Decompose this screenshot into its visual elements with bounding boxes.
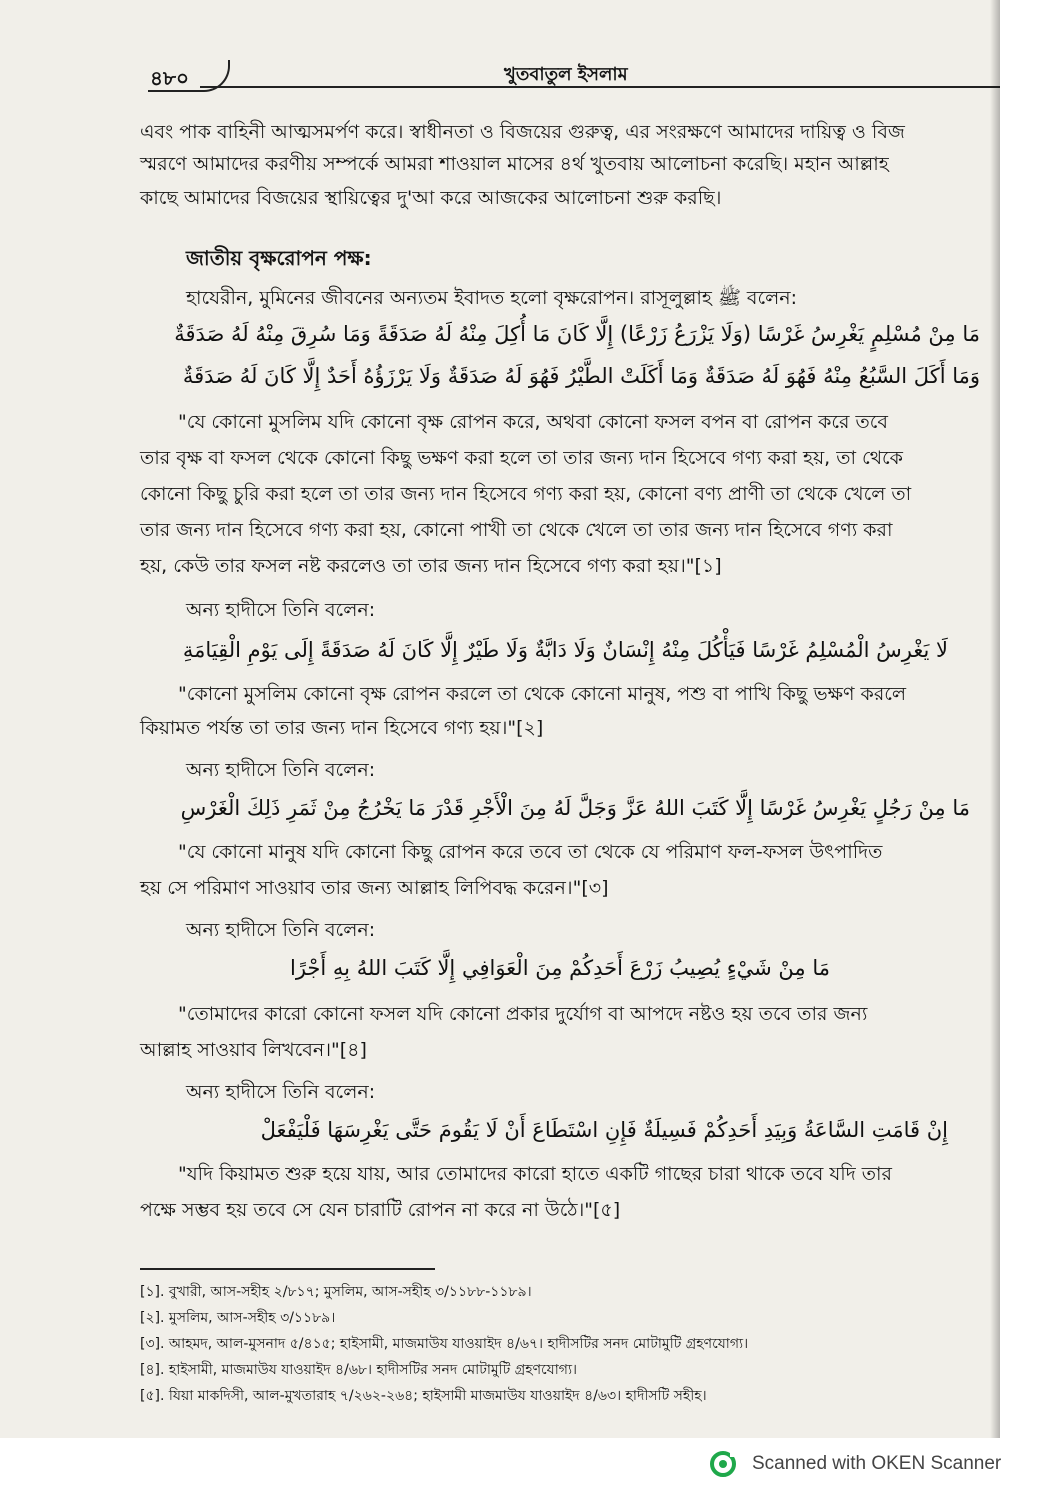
hadith-4-arabic: مَا مِنْ شَيْءٍ يُصِيبُ زَرْعَ أَحَدِكُمْ مِنَ الْعَوَافِي إِلَّا كَتَبَ اللهُ بِهِ أَجْرًا [290,956,830,980]
footnote: [২]. মুসলিম, আস-সহীহ ৩/১১৮৯। [140,1310,336,1326]
hadith-2-intro: অন্য হাদীসে তিনি বলেন: [186,599,376,621]
scanner-label: Scanned with OKEN Scanner [752,1453,1002,1474]
hadith-4-translation-line: আল্লাহ সাওয়াব লিখবেন।"[৪] [140,1039,367,1061]
hadith-4-intro: অন্য হাদীসে তিনি বলেন: [186,919,376,941]
footnote-rule [140,1268,435,1270]
footnote: [১]. বুখারী, আস-সহীহ ২/৮১৭; মুসলিম, আস-সহীহ ৩/১১৮৮-১১৮৯। [140,1284,532,1300]
hadith-3-translation-line: "যে কোনো মানুষ যদি কোনো কিছু রোপন করে তবে তা থেকে যে পরিমাণ ফল-ফসল উৎপাদিত [178,841,883,863]
hadith-5-translation-line: পক্ষে সম্ভব হয় তবে সে যেন চারাটি রোপন না করে না উঠে।"[৫] [140,1199,621,1221]
scanner-watermark [708,1447,1001,1481]
page-edge-shadow [990,0,1000,1438]
footnote: [৪]. হাইসামী, মাজমাউয যাওয়াইদ ৪/৬৮। হাদীসটির সনদ মোটামুটি গ্রহণযোগ্য। [140,1362,578,1378]
hadith-1-translation-line: কোনো কিছু চুরি করা হলে তা তার জন্য দান হিসেবে গণ্য করা হয়, কোনো বণ্য প্রাণী তা থেকে খেলে তা [140,483,912,505]
hadith-1-arabic-line: مَا مِنْ مُسْلِمٍ يَغْرِسُ غَرْسًا (وَلَا يَزْرَعُ زَرْعًا) إِلَّا كَانَ مَا أُكِلَ مِنْهُ لَهُ صَدَقَةً وَمَا سُرِقَ مِنْهُ لَهُ صَدَقَةٌ [174,322,980,346]
page-number: ৪৮০ [150,66,189,90]
hadith-4-translation-line: "তোমাদের কারো কোনো ফসল যদি কোনো প্রকার দুর্যোগ বা আপদে নষ্টও হয় তবে তার জন্য [178,1003,868,1025]
hadith-5-arabic: إِنْ قَامَتِ السَّاعَةُ وَبِيَدِ أَحَدِكُمْ فَسِيلَةٌ فَإِنِ اسْتَطَاعَ أَنْ لَا يَقُومَ حَتَّى يَغْرِسَهَا فَلْيَفْعَلْ [260,1118,948,1142]
section-heading: জাতীয় বৃক্ষরোপন পক্ষ: [186,246,372,270]
hadith-2-translation-line: কিয়ামত পর্যন্ত তা তার জন্য দান হিসেবে গণ্য হয়।"[২] [140,717,544,739]
hadith-1-arabic-line: وَمَا أَكَلَ السَّبُعُ مِنْهُ فَهُوَ لَهُ صَدَقَةٌ وَمَا أَكَلَتْ الطَّيْرُ فَهُوَ لَهُ صَدَقَةٌ وَلَا يَرْزَؤُهُ أَحَدٌ إِلَّا كَانَ لَهُ صَدَقَةٌ [182,364,980,388]
footnote: [৩]. আহমদ, আল-মুসনাদ ৫/৪১৫; হাইসামী, মাজমাউয যাওয়াইদ ৪/৬৭। হাদীসটির সনদ মোটামুটি গ্রহণযোগ্য। [140,1336,749,1352]
hadith-3-intro: অন্য হাদীসে তিনি বলেন: [186,759,376,781]
intro-line: স্মরণে আমাদের করণীয় সম্পর্কে আমরা শাওয়াল মাসের ৪র্থ খুতবায় আলোচনা করেছি। মহান আল্লাহ [140,153,889,175]
oken-scanner-logo-icon [708,1449,738,1479]
intro-line: কাছে আমাদের বিজয়ের স্থায়িত্বের দু'আ করে আজকের আলোচনা শুরু করছি। [140,187,722,209]
hadith-2-arabic: لَا يَغْرِسُ الْمُسْلِمُ غَرْسًا فَيَأْكُلَ مِنْهُ إِنْسَانٌ وَلَا دَابَّةٌ وَلَا طَيْرٌ إِلَّا كَانَ لَهُ صَدَقَةً إِلَى يَوْمِ الْقِيَامَةِ [182,638,948,662]
running-title: খুতবাতুল ইসলাম [504,64,628,85]
section-lead: হাযেরীন, মুমিনের জীবনের অন্যতম ইবাদত হলো বৃক্ষরোপন। রাসূলুল্লাহ ﷺ বলেন: [186,287,798,309]
hadith-3-translation-line: হয় সে পরিমাণ সাওয়াব তার জন্য আল্লাহ লিপিবদ্ধ করেন।"[৩] [140,877,609,899]
hadith-1-translation-line: "যে কোনো মুসলিম যদি কোনো বৃক্ষ রোপন করে, অথবা কোনো ফসল বপন বা রোপন করে তবে [178,411,888,433]
hadith-2-translation-line: "কোনো মুসলিম কোনো বৃক্ষ রোপন করলে তা থেকে কোনো মানুষ, পশু বা পাখি কিছু ভক্ষণ করলে [178,683,907,705]
hadith-1-translation-line: হয়, কেউ তার ফসল নষ্ট করলেও তা তার জন্য দান হিসেবে গণ্য করা হয়।"[১] [140,555,722,577]
hadith-5-translation-line: "যদি কিয়ামত শুরু হয়ে যায়, আর তোমাদের কারো হাতে একটি গাছের চারা থাকে তবে যদি তার [178,1163,892,1185]
footnote: [৫]. যিয়া মাকদিসী, আল-মুখতারাহ ৭/২৬২-২৬৪; হাইসামী মাজমাউয যাওয়াইদ ৪/৬৩। হাদীসটি সহীহ। [140,1388,707,1404]
hadith-3-arabic: مَا مِنْ رَجُلٍ يَغْرِسُ غَرْسًا إِلَّا كَتَبَ اللهُ عَزَّ وَجَلَّ لَهُ مِنَ الْأَجْرِ قَدْرَ مَا يَخْرُجُ مِنْ ثَمَرِ ذَلِكَ الْغَرْسِ [180,796,970,820]
intro-line: এবং পাক বাহিনী আত্মসমর্পণ করে। স্বাধীনতা ও বিজয়ের গুরুত্ব, এর সংরক্ষণে আমাদের দায়িত্ব ও বিজ [140,121,905,143]
header-rule [200,86,1000,88]
hadith-5-intro: অন্য হাদীসে তিনি বলেন: [186,1081,376,1103]
hadith-1-translation-line: তার বৃক্ষ বা ফসল থেকে কোনো কিছু ভক্ষণ করা হলে তা তার জন্য দান হিসেবে গণ্য করা হয়, তা থেকে [140,447,903,469]
hadith-1-translation-line: তার জন্য দান হিসেবে গণ্য করা হয়, কোনো পাখী তা থেকে খেলে তা তার জন্য দান হিসেবে গণ্য করা [140,519,893,541]
